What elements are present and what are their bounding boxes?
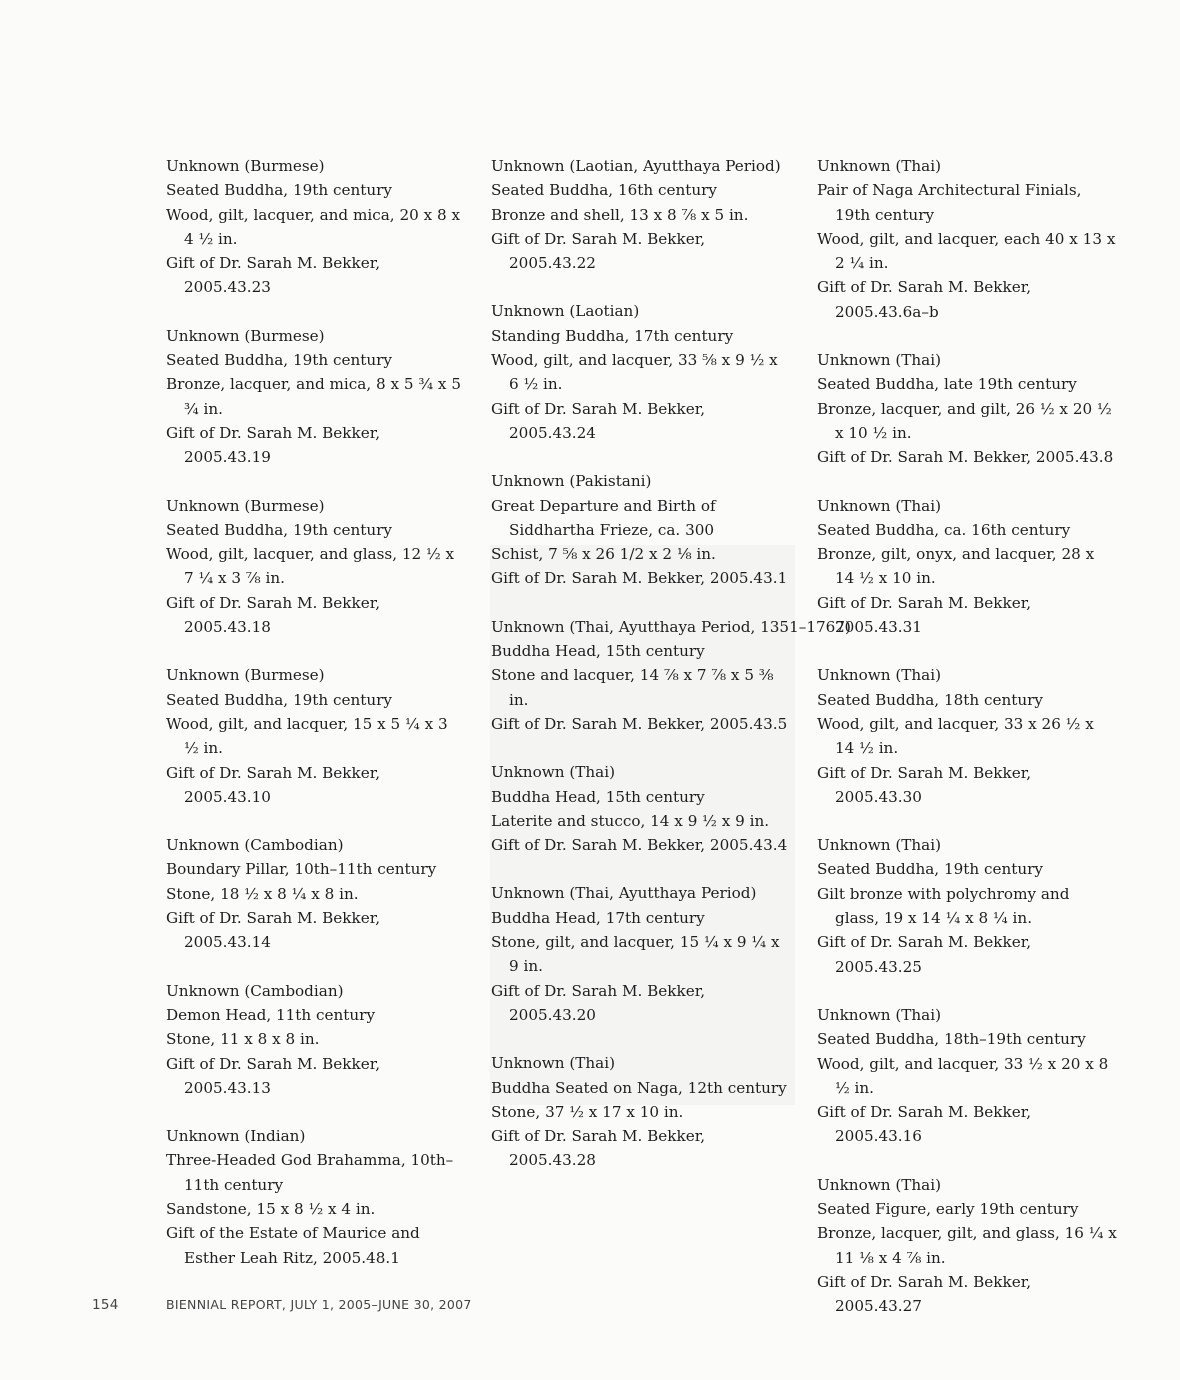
entry-title: Seated Buddha, 18th century <box>817 690 1044 709</box>
catalogue-entry <box>491 881 791 1027</box>
entry-medium: Wood, gilt, and lacquer, 33 ½ x 20 x 8 ½ in. <box>817 1054 1109 1097</box>
entry-medium: Wood, gilt, and lacquer, each 40 x 13 x 2 ¼ in. <box>817 229 1116 273</box>
entry-title: Seated Buddha, 19th century <box>166 351 393 370</box>
entry-credit: Gift of Dr. Sarah M. Bekker, 2005.43.5 <box>491 714 788 733</box>
entry-medium: Wood, gilt, and lacquer, 33 ⅝ x 9 ½ x 6 ½ in. <box>491 351 778 394</box>
entry-title: Seated Buddha, 19th century <box>166 520 393 539</box>
entry-artist: Unknown (Thai) <box>817 351 941 370</box>
catalogue-entry <box>817 833 1117 979</box>
catalogue-entry <box>817 1003 1117 1149</box>
entry-medium: Stone, 11 x 8 x 8 in. <box>166 1030 320 1049</box>
entry-medium: Laterite and stucco, 14 x 9 ½ x 9 in. <box>491 811 770 830</box>
entry-artist: Unknown (Burmese) <box>166 666 325 685</box>
entry-artist: Unknown (Cambodian) <box>166 981 344 1000</box>
entry-title: Buddha Seated on Naga, 12th century <box>491 1078 787 1097</box>
entry-artist: Unknown (Laotian) <box>491 302 640 321</box>
entry-medium: Wood, gilt, lacquer, and mica, 20 x 8 x 4 ½ in. <box>166 205 461 248</box>
entry-medium: Gilt bronze with polychromy and glass, 19 x 14 ¼ x 8 ¼ in. <box>817 884 1070 928</box>
entry-credit: Gift of Dr. Sarah M. Bekker, 2005.43.8 <box>817 448 1114 467</box>
entry-credit: Gift of Dr. Sarah M. Bekker, 2005.43.31 <box>817 593 1032 637</box>
catalogue-entry <box>817 1173 1117 1319</box>
entry-credit: Gift of Dr. Sarah M. Bekker, 2005.43.30 <box>817 763 1032 806</box>
entry-title: Seated Buddha, 18th–19th century <box>817 1030 1086 1049</box>
catalogue-entry <box>817 154 1117 324</box>
catalogue-entry <box>491 760 791 857</box>
page-footer <box>92 1297 472 1313</box>
entry-medium: Schist, 7 ⅝ x 26 1/2 x 2 ⅛ in. <box>491 545 716 564</box>
catalogue-entry <box>166 1124 466 1270</box>
page-number: 154 <box>92 1297 119 1313</box>
entry-medium: Bronze and shell, 13 x 8 ⅞ x 5 in. <box>491 205 749 224</box>
entry-title: Seated Buddha, late 19th century <box>817 375 1077 394</box>
entry-title: Great Departure and Birth of Siddhartha Frieze, ca. 300 <box>491 496 716 539</box>
entry-medium: Wood, gilt, and lacquer, 33 x 26 ½ x 14 ½ in. <box>817 714 1094 758</box>
entry-artist: Unknown (Cambodian) <box>166 836 344 855</box>
catalogue-entry <box>491 615 851 736</box>
entry-artist: Unknown (Indian) <box>166 1127 306 1146</box>
entry-medium: Wood, gilt, lacquer, and glass, 12 ½ x 7 ¼ x 3 ⅞ in. <box>166 545 455 588</box>
column-3 <box>817 154 1117 1342</box>
catalogue-entry <box>817 663 1117 809</box>
entry-artist: Unknown (Thai) <box>817 496 941 515</box>
running-head: BIENNIAL REPORT, JULY 1, 2005–JUNE 30, 2007 <box>166 1297 472 1312</box>
entry-title: Three-Headed God Brahamma, 10th–11th century <box>166 1151 454 1194</box>
catalogue-entry <box>166 494 466 640</box>
entry-credit: Gift of Dr. Sarah M. Bekker, 2005.43.4 <box>491 836 788 855</box>
entry-credit: Gift of Dr. Sarah M. Bekker, 2005.43.28 <box>491 1127 706 1170</box>
entry-title: Boundary Pillar, 10th–11th century <box>166 860 437 879</box>
entry-medium: Stone, 37 ½ x 17 x 10 in. <box>491 1102 684 1121</box>
catalogue-entry <box>166 979 466 1100</box>
entry-credit: Gift of Dr. Sarah M. Bekker, 2005.43.19 <box>166 423 381 467</box>
entry-medium: Stone, gilt, and lacquer, 15 ¼ x 9 ¼ x 9 in. <box>491 933 780 976</box>
entry-medium: Sandstone, 15 x 8 ½ x 4 in. <box>166 1199 376 1218</box>
entry-medium: Bronze, lacquer, and mica, 8 x 5 ¾ x 5 ¾ in. <box>166 375 461 418</box>
entry-title: Seated Buddha, 16th century <box>491 181 718 200</box>
entry-artist: Unknown (Thai, Ayutthaya Period) <box>491 884 757 903</box>
entry-title: Seated Buddha, 19th century <box>166 690 393 709</box>
entry-artist: Unknown (Thai) <box>491 1054 615 1073</box>
entry-artist: Unknown (Thai) <box>491 763 615 782</box>
entry-artist: Unknown (Thai) <box>817 157 941 175</box>
entry-medium: Wood, gilt, and lacquer, 15 x 5 ¼ x 3 ½ in. <box>166 714 448 758</box>
entry-credit: Gift of Dr. Sarah M. Bekker, 2005.43.27 <box>817 1272 1032 1316</box>
entry-credit: Gift of Dr. Sarah M. Bekker, 2005.43.16 <box>817 1103 1032 1146</box>
catalogue-entry <box>166 833 466 954</box>
entry-artist: Unknown (Thai) <box>817 666 941 685</box>
catalogue-entry <box>817 494 1117 640</box>
catalogue-entry <box>491 469 791 590</box>
entry-artist: Unknown (Burmese) <box>166 326 325 345</box>
entry-credit: Gift of Dr. Sarah M. Bekker, 2005.43.23 <box>166 254 381 297</box>
column-2 <box>491 154 851 1197</box>
entry-title: Seated Buddha, 19th century <box>166 181 393 200</box>
catalogue-entry <box>491 299 791 445</box>
entry-title: Seated Figure, early 19th century <box>817 1199 1079 1218</box>
entry-artist: Unknown (Burmese) <box>166 496 325 515</box>
entry-medium: Stone and lacquer, 14 ⅞ x 7 ⅞ x 5 ⅜ in. <box>491 666 774 709</box>
catalogue-entry <box>166 663 466 809</box>
entry-credit: Gift of Dr. Sarah M. Bekker, 2005.43.1 <box>491 569 788 588</box>
entry-title: Pair of Naga Architectural Finials, 19th century <box>817 181 1082 224</box>
entry-credit: Gift of Dr. Sarah M. Bekker, 2005.43.18 <box>166 593 381 637</box>
entry-title: Seated Buddha, ca. 16th century <box>817 520 1071 539</box>
entry-medium: Bronze, lacquer, and gilt, 26 ½ x 20 ½ x 10 ½ in. <box>817 399 1112 442</box>
catalogue-entry <box>166 324 466 470</box>
entry-medium: Bronze, gilt, onyx, and lacquer, 28 x 14 ½ x 10 in. <box>817 545 1095 588</box>
entry-medium: Stone, 18 ½ x 8 ¼ x 8 in. <box>166 884 359 903</box>
entry-credit: Gift of Dr. Sarah M. Bekker, 2005.43.10 <box>166 763 381 806</box>
catalogue-entry <box>491 154 791 275</box>
entry-credit: Gift of Dr. Sarah M. Bekker, 2005.43.20 <box>491 981 706 1024</box>
entry-artist: Unknown (Thai, Ayutthaya Period, 1351–1767) <box>491 617 851 636</box>
entry-title: Buddha Head, 15th century <box>491 642 705 661</box>
entry-title: Standing Buddha, 17th century <box>491 326 734 345</box>
entry-credit: Gift of Dr. Sarah M. Bekker, 2005.43.22 <box>491 229 706 273</box>
entry-artist: Unknown (Thai) <box>817 1005 941 1024</box>
entry-credit: Gift of Dr. Sarah M. Bekker, 2005.43.24 <box>491 399 706 442</box>
catalogue-entry <box>491 1051 791 1172</box>
entry-title: Seated Buddha, 19th century <box>817 860 1044 879</box>
entry-artist: Unknown (Pakistani) <box>491 472 652 491</box>
entry-artist: Unknown (Burmese) <box>166 157 325 175</box>
entry-credit: Gift of Dr. Sarah M. Bekker, 2005.43.25 <box>817 933 1032 976</box>
entry-credit: Gift of Dr. Sarah M. Bekker, 2005.43.6a–b <box>817 278 1032 321</box>
column-1 <box>166 154 466 1294</box>
entry-credit: Gift of Dr. Sarah M. Bekker, 2005.43.14 <box>166 909 381 952</box>
entry-title: Buddha Head, 15th century <box>491 787 705 806</box>
catalogue-entry <box>166 154 466 300</box>
catalogue-entry <box>817 348 1117 469</box>
entry-title: Demon Head, 11th century <box>166 1005 376 1024</box>
entry-artist: Unknown (Thai) <box>817 836 941 855</box>
entry-medium: Bronze, lacquer, gilt, and glass, 16 ¼ x 11 ⅛ x 4 ⅞ in. <box>817 1224 1117 1267</box>
entry-credit: Gift of Dr. Sarah M. Bekker, 2005.43.13 <box>166 1054 381 1097</box>
entry-title: Buddha Head, 17th century <box>491 908 705 927</box>
entry-artist: Unknown (Laotian, Ayutthaya Period) <box>491 157 781 175</box>
entry-credit: Gift of the Estate of Maurice and Esther Leah Ritz, 2005.48.1 <box>166 1224 420 1267</box>
entry-artist: Unknown (Thai) <box>817 1175 941 1194</box>
